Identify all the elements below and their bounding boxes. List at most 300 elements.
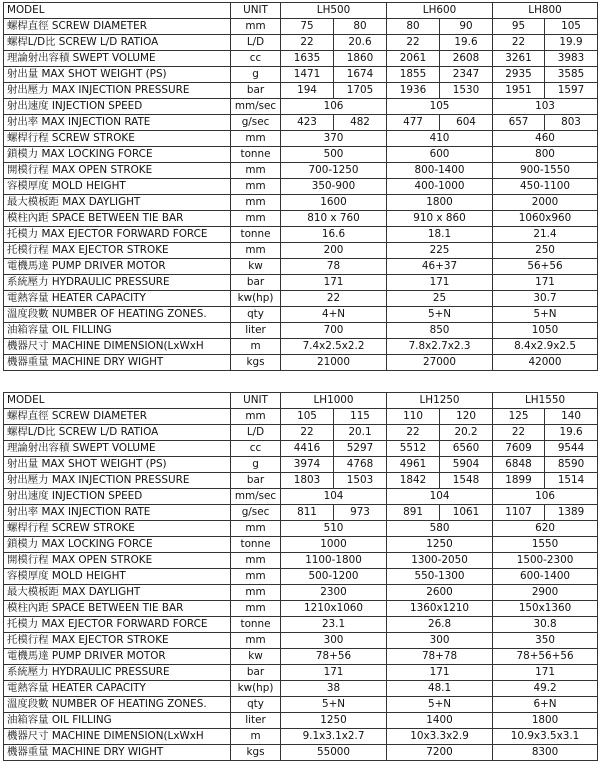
spec-value: 370 [281,131,387,147]
spec-value: 56+56 [493,259,598,275]
spec-unit: kw [231,259,281,275]
spec-unit: kgs [231,745,281,761]
spec-label: 托模力 MAX EJECTOR FORWARD FORCE [4,227,231,243]
spec-unit: mm [231,163,281,179]
spec-row [4,19,598,35]
spec-value: 2600 [387,585,493,601]
spec-row [4,243,598,259]
spec-unit: g/sec [231,505,281,521]
spec-value: 1250 [387,537,493,553]
spec-value: 2000 [493,195,598,211]
spec-row [4,355,598,371]
spec-row [4,147,598,163]
spec-value: 21000 [281,355,387,371]
spec-value: 477 [387,115,440,131]
unit-header: UNIT [231,393,281,409]
spec-unit: tonne [231,537,281,553]
spec-row [4,633,598,649]
spec-value: 27000 [387,355,493,371]
spec-value: 140 [545,409,598,425]
spec-label: 溫度段數 NUMBER OF HEATING ZONES. [4,307,231,323]
unit-header: UNIT [231,3,281,19]
model-name: LH1250 [387,393,493,409]
spec-label: 機器尺寸 MACHINE DIMENSION(LxWxH [4,729,231,745]
spec-value: 803 [545,115,598,131]
spec-value: 300 [281,633,387,649]
spec-value: 1503 [334,473,387,489]
spec-value: 5+N [281,697,387,713]
spec-value: 171 [493,665,598,681]
spec-label: 電熱容量 HEATER CAPACITY [4,291,231,307]
spec-value: 1471 [281,67,334,83]
spec-value: 450-1100 [493,179,598,195]
spec-unit: mm [231,179,281,195]
spec-label: 開模行程 MAX OPEN STROKE [4,553,231,569]
spec-unit: kw [231,649,281,665]
spec-row [4,729,598,745]
spec-value: 7609 [493,441,545,457]
spec-value: 46+37 [387,259,493,275]
spec-value: 2608 [440,51,493,67]
spec-row [4,457,598,473]
spec-unit: kw(hp) [231,291,281,307]
spec-value: 95 [493,19,545,35]
spec-unit: mm [231,409,281,425]
spec-value: 105 [387,99,493,115]
spec-unit: mm [231,195,281,211]
spec-value: 78 [281,259,387,275]
spec-table-lh1000-1550 [3,392,598,761]
spec-row [4,115,598,131]
spec-row [4,35,598,51]
spec-label: 開模行程 MAX OPEN STROKE [4,163,231,179]
spec-row [4,195,598,211]
model-name: LH1550 [493,393,598,409]
spec-label: 鎖模力 MAX LOCKING FORCE [4,537,231,553]
spec-value: 105 [281,409,334,425]
spec-value: 1250 [281,713,387,729]
spec-unit: mm [231,211,281,227]
spec-row [4,291,598,307]
spec-value: 423 [281,115,334,131]
spec-unit: mm/sec [231,489,281,505]
spec-value: 171 [387,665,493,681]
spec-value: 22 [493,425,545,441]
spec-value: 38 [281,681,387,697]
spec-value: 1107 [493,505,545,521]
spec-value: 1514 [545,473,598,489]
spec-label: 螺桿行程 SCREW STROKE [4,131,231,147]
spec-unit: qty [231,307,281,323]
spec-unit: mm [231,243,281,259]
spec-row [4,275,598,291]
spec-value: 500 [281,147,387,163]
spec-value: 1597 [545,83,598,99]
spec-label: 螺桿L/D比 SCREW L/D RATIOA [4,35,231,51]
spec-label: 模柱內距 SPACE BETWEEN TIE BAR [4,601,231,617]
spec-unit: L/D [231,425,281,441]
spec-value: 1360x1210 [387,601,493,617]
spec-value: 1936 [387,83,440,99]
spec-value: 900-1550 [493,163,598,179]
spec-label: 電機馬達 PUMP DRIVER MOTOR [4,649,231,665]
spec-value: 80 [387,19,440,35]
spec-value: 4961 [387,457,440,473]
spec-value: 1060x960 [493,211,598,227]
spec-value: 55000 [281,745,387,761]
spec-value: 510 [281,521,387,537]
spec-label: 模柱內距 SPACE BETWEEN TIE BAR [4,211,231,227]
spec-value: 2300 [281,585,387,601]
spec-value: 104 [387,489,493,505]
spec-value: 22 [281,35,334,51]
spec-value: 48.1 [387,681,493,697]
spec-value: 5+N [493,307,598,323]
spec-value: 150x1360 [493,601,598,617]
spec-label: 容模厚度 MOLD HEIGHT [4,179,231,195]
spec-value: 22 [281,291,387,307]
spec-label: 射出速度 INJECTION SPEED [4,489,231,505]
spec-value: 600-1400 [493,569,598,585]
spec-value: 1000 [281,537,387,553]
spec-value: 1951 [493,83,545,99]
spec-value: 800 [493,147,598,163]
spec-value: 350 [493,633,598,649]
spec-value: 1300-2050 [387,553,493,569]
spec-row [4,323,598,339]
spec-label: 射出量 MAX SHOT WEIGHT (PS) [4,67,231,83]
spec-row [4,131,598,147]
spec-value: 800-1400 [387,163,493,179]
spec-value: 21.4 [493,227,598,243]
spec-value: 49.2 [493,681,598,697]
spec-value: 19.6 [440,35,493,51]
spec-value: 42000 [493,355,598,371]
spec-value: 8590 [545,457,598,473]
spec-label: 射出率 MAX INJECTION RATE [4,505,231,521]
spec-value: 910 x 860 [387,211,493,227]
spec-value: 4+N [281,307,387,323]
spec-unit: kgs [231,355,281,371]
spec-value: 171 [387,275,493,291]
spec-value: 9544 [545,441,598,457]
spec-row [4,211,598,227]
spec-value: 1800 [493,713,598,729]
spec-unit: mm [231,569,281,585]
spec-value: 1210x1060 [281,601,387,617]
spec-unit: g/sec [231,115,281,131]
spec-label: 電熱容量 HEATER CAPACITY [4,681,231,697]
spec-row [4,425,598,441]
spec-value: 115 [334,409,387,425]
spec-value: 10.9x3.5x3.1 [493,729,598,745]
spec-row [4,227,598,243]
spec-value: 1530 [440,83,493,99]
spec-value: 1050 [493,323,598,339]
spec-row [4,99,598,115]
spec-row [4,441,598,457]
spec-value: 16.6 [281,227,387,243]
spec-value: 7200 [387,745,493,761]
spec-unit: L/D [231,35,281,51]
spec-unit: bar [231,275,281,291]
model-header: MODEL [4,393,231,409]
spec-value: 300 [387,633,493,649]
spec-row [4,697,598,713]
spec-row [4,665,598,681]
spec-value: 80 [334,19,387,35]
spec-value: 22 [281,425,334,441]
spec-unit: bar [231,83,281,99]
model-name: LH1000 [281,393,387,409]
spec-unit: kw(hp) [231,681,281,697]
spec-label: 螺桿直徑 SCREW DIAMETER [4,409,231,425]
spec-value: 1635 [281,51,334,67]
spec-value: 194 [281,83,334,99]
spec-row [4,179,598,195]
spec-label: 螺桿行程 SCREW STROKE [4,521,231,537]
model-name: LH600 [387,3,493,19]
spec-value: 23.1 [281,617,387,633]
spec-value: 1899 [493,473,545,489]
spec-value: 3974 [281,457,334,473]
spec-row [4,473,598,489]
spec-row [4,617,598,633]
spec-unit: mm/sec [231,99,281,115]
model-name: LH500 [281,3,387,19]
spec-value: 20.2 [440,425,493,441]
spec-value: 1400 [387,713,493,729]
spec-value: 2061 [387,51,440,67]
spec-row [4,83,598,99]
spec-value: 5+N [387,307,493,323]
spec-value: 25 [387,291,493,307]
spec-value: 7.4x2.5x2.2 [281,339,387,355]
spec-unit: bar [231,665,281,681]
spec-value: 700-1250 [281,163,387,179]
spec-label: 溫度段數 NUMBER OF HEATING ZONES. [4,697,231,713]
spec-label: 理論射出容積 SWEPT VOLUME [4,51,231,67]
spec-row [4,51,598,67]
spec-value: 6848 [493,457,545,473]
spec-row [4,585,598,601]
spec-row [4,307,598,323]
spec-value: 3983 [545,51,598,67]
spec-value: 75 [281,19,334,35]
spec-value: 5+N [387,697,493,713]
spec-value: 78+56+56 [493,649,598,665]
spec-label: 油箱容量 OIL FILLING [4,323,231,339]
spec-value: 103 [493,99,598,115]
spec-value: 8.4x2.9x2.5 [493,339,598,355]
spec-value: 500-1200 [281,569,387,585]
spec-value: 22 [387,425,440,441]
spec-label: 機器重量 MACHINE DRY WIGHT [4,355,231,371]
spec-unit: mm [231,19,281,35]
spec-value: 90 [440,19,493,35]
spec-value: 5297 [334,441,387,457]
spec-row [4,569,598,585]
spec-label: 托模行程 MAX EJECTOR STROKE [4,243,231,259]
spec-value: 410 [387,131,493,147]
spec-value: 10x3.3x2.9 [387,729,493,745]
spec-unit: mm [231,131,281,147]
spec-value: 1705 [334,83,387,99]
spec-value: 700 [281,323,387,339]
spec-value: 106 [493,489,598,505]
spec-label: 射出壓力 MAX INJECTION PRESSURE [4,83,231,99]
spec-row [4,649,598,665]
spec-unit: mm [231,521,281,537]
spec-unit: mm [231,553,281,569]
spec-value: 19.6 [545,425,598,441]
spec-label: 螺桿L/D比 SCREW L/D RATIOA [4,425,231,441]
spec-value: 657 [493,115,545,131]
spec-unit: liter [231,713,281,729]
spec-value: 1855 [387,67,440,83]
spec-row [4,259,598,275]
spec-value: 26.8 [387,617,493,633]
spec-value: 1100-1800 [281,553,387,569]
spec-value: 1600 [281,195,387,211]
spec-label: 射出速度 INJECTION SPEED [4,99,231,115]
spec-value: 78+56 [281,649,387,665]
spec-value: 18.1 [387,227,493,243]
spec-label: 最大模板距 MAX DAYLIGHT [4,585,231,601]
spec-value: 171 [281,665,387,681]
spec-label: 系統壓力 HYDRAULIC PRESSURE [4,665,231,681]
spec-row [4,537,598,553]
spec-value: 1674 [334,67,387,83]
spec-row [4,409,598,425]
spec-value: 110 [387,409,440,425]
model-name: LH800 [493,3,598,19]
spec-value: 225 [387,243,493,259]
spec-unit: m [231,729,281,745]
spec-row [4,713,598,729]
spec-row [4,681,598,697]
spec-label: 油箱容量 OIL FILLING [4,713,231,729]
spec-value: 105 [545,19,598,35]
spec-value: 482 [334,115,387,131]
spec-label: 螺桿直徑 SCREW DIAMETER [4,19,231,35]
spec-unit: m [231,339,281,355]
spec-unit: tonne [231,617,281,633]
spec-value: 604 [440,115,493,131]
spec-value: 30.7 [493,291,598,307]
spec-value: 22 [493,35,545,51]
spec-value: 1550 [493,537,598,553]
header-row [4,393,598,409]
spec-label: 容模厚度 MOLD HEIGHT [4,569,231,585]
spec-label: 機器重量 MACHINE DRY WIGHT [4,745,231,761]
spec-value: 4416 [281,441,334,457]
spec-unit: mm [231,633,281,649]
spec-value: 1842 [387,473,440,489]
spec-label: 鎖模力 MAX LOCKING FORCE [4,147,231,163]
spec-unit: g [231,67,281,83]
model-header: MODEL [4,3,231,19]
spec-value: 200 [281,243,387,259]
spec-value: 550-1300 [387,569,493,585]
spec-value: 1800 [387,195,493,211]
spec-value: 22 [387,35,440,51]
spec-value: 4768 [334,457,387,473]
spec-value: 250 [493,243,598,259]
spec-value: 1389 [545,505,598,521]
spec-row [4,745,598,761]
spec-unit: cc [231,51,281,67]
spec-unit: bar [231,473,281,489]
spec-value: 1500-2300 [493,553,598,569]
spec-value: 1061 [440,505,493,521]
spec-row [4,521,598,537]
spec-label: 系統壓力 HYDRAULIC PRESSURE [4,275,231,291]
spec-value: 9.1x3.1x2.7 [281,729,387,745]
spec-value: 6+N [493,697,598,713]
spec-row [4,163,598,179]
spec-label: 機器尺寸 MACHINE DIMENSION(LxWxH [4,339,231,355]
spec-value: 30.8 [493,617,598,633]
spec-unit: g [231,457,281,473]
spec-value: 7.8x2.7x2.3 [387,339,493,355]
spec-value: 350-900 [281,179,387,195]
spec-value: 125 [493,409,545,425]
spec-unit: liter [231,323,281,339]
spec-value: 20.6 [334,35,387,51]
spec-label: 電機馬達 PUMP DRIVER MOTOR [4,259,231,275]
spec-unit: qty [231,697,281,713]
spec-value: 171 [493,275,598,291]
spec-label: 射出壓力 MAX INJECTION PRESSURE [4,473,231,489]
spec-value: 400-1000 [387,179,493,195]
spec-value: 850 [387,323,493,339]
spec-value: 810 x 760 [281,211,387,227]
spec-row [4,67,598,83]
spec-value: 106 [281,99,387,115]
spec-value: 3585 [545,67,598,83]
spec-value: 811 [281,505,334,521]
spec-label: 理論射出容積 SWEPT VOLUME [4,441,231,457]
spec-value: 3261 [493,51,545,67]
spec-value: 171 [281,275,387,291]
spec-value: 8300 [493,745,598,761]
spec-row [4,553,598,569]
spec-value: 1803 [281,473,334,489]
spec-row [4,489,598,505]
spec-table-lh500-800 [3,2,598,371]
spec-value: 5512 [387,441,440,457]
spec-row [4,601,598,617]
spec-unit: tonne [231,147,281,163]
spec-unit: tonne [231,227,281,243]
spec-value: 104 [281,489,387,505]
spec-row [4,505,598,521]
spec-value: 580 [387,521,493,537]
spec-unit: mm [231,585,281,601]
spec-value: 78+78 [387,649,493,665]
spec-value: 120 [440,409,493,425]
spec-row [4,339,598,355]
spec-value: 620 [493,521,598,537]
spec-value: 2900 [493,585,598,601]
spec-value: 1548 [440,473,493,489]
spec-value: 6560 [440,441,493,457]
spec-label: 射出量 MAX SHOT WEIGHT (PS) [4,457,231,473]
spec-value: 2347 [440,67,493,83]
spec-value: 891 [387,505,440,521]
spec-label: 托模行程 MAX EJECTOR STROKE [4,633,231,649]
